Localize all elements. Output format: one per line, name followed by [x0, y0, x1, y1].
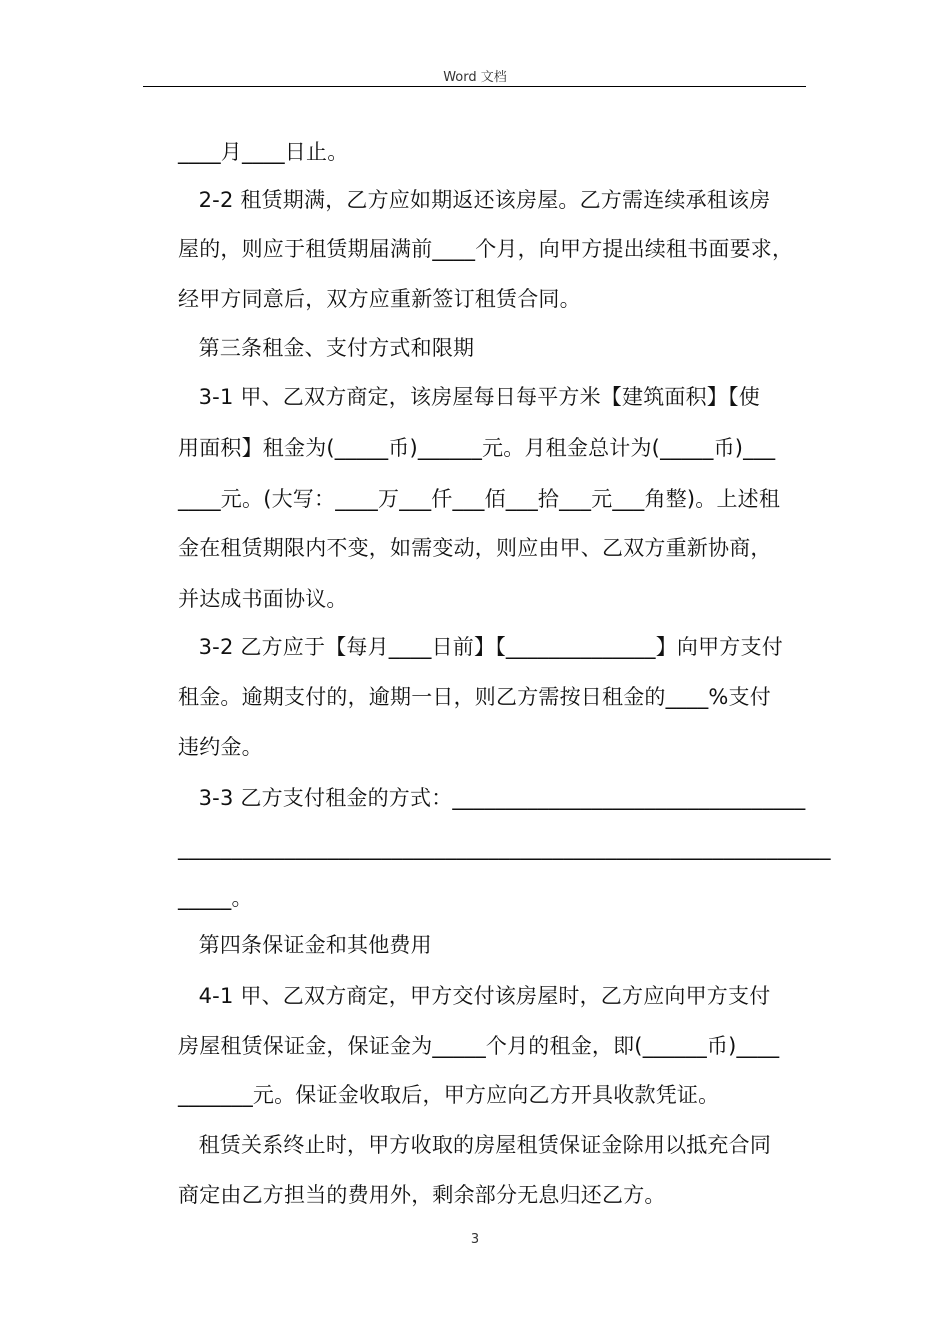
header-title: Word 文档 [443, 70, 507, 85]
text-line: 用面积】租金为(_____币)______元。月租金总计为(_____币)___ [178, 436, 776, 460]
text-line: ____月____日止。 [178, 140, 349, 164]
text-line: _____________________________________________________________ [178, 836, 831, 860]
text-line: 金在租赁期限内不变，如需变动，则应由甲、乙双方重新协商， [178, 536, 772, 560]
text-line: 经甲方同意后，双方应重新签订租赁合同。 [178, 287, 581, 311]
text-line: _______元。保证金收取后，甲方应向乙方开具收款凭证。 [178, 1083, 720, 1107]
text-line: 租金。逾期支付的，逾期一日，则乙方需按日租金的____%支付 [178, 685, 771, 709]
text-line: 屋的，则应于租赁期届满前____个月，向甲方提出续租书面要求， [178, 237, 794, 261]
text-line: 商定由乙方担当的费用外，剩余部分无息归还乙方。 [178, 1183, 666, 1207]
header-divider [143, 86, 806, 87]
text-line: 3-1 甲、乙双方商定，该房屋每日每平方米【建筑面积】【使 [178, 385, 760, 409]
text-line: 2-2 租赁期满，乙方应如期返还该房屋。乙方需连续承租该房 [178, 188, 771, 212]
text-line: _____。 [178, 886, 253, 910]
section-heading: 第三条租金、支付方式和限期 [178, 336, 475, 360]
text-line: 并达成书面协议。 [178, 587, 348, 611]
text-line: 租赁关系终止时，甲方收取的房屋租赁保证金除用以抵充合同 [178, 1133, 772, 1157]
section-heading: 第四条保证金和其他费用 [178, 933, 432, 957]
page-number: 3 [470, 1232, 480, 1247]
text-line: 3-3 乙方支付租金的方式：_________________________________ [178, 786, 806, 810]
text-line: ____元。(大写：____万___仟___佰___拾___元___角整)。上述租 [178, 487, 781, 511]
text-line: 违约金。 [178, 735, 263, 759]
text-line: 3-2 乙方应于【每月____日前】【______________】向甲方支付 [178, 635, 783, 659]
text-line: 房屋租赁保证金，保证金为_____个月的租金，即(______币)____ [178, 1034, 780, 1058]
text-line: 4-1 甲、乙双方商定，甲方交付该房屋时，乙方应向甲方支付 [178, 984, 771, 1008]
